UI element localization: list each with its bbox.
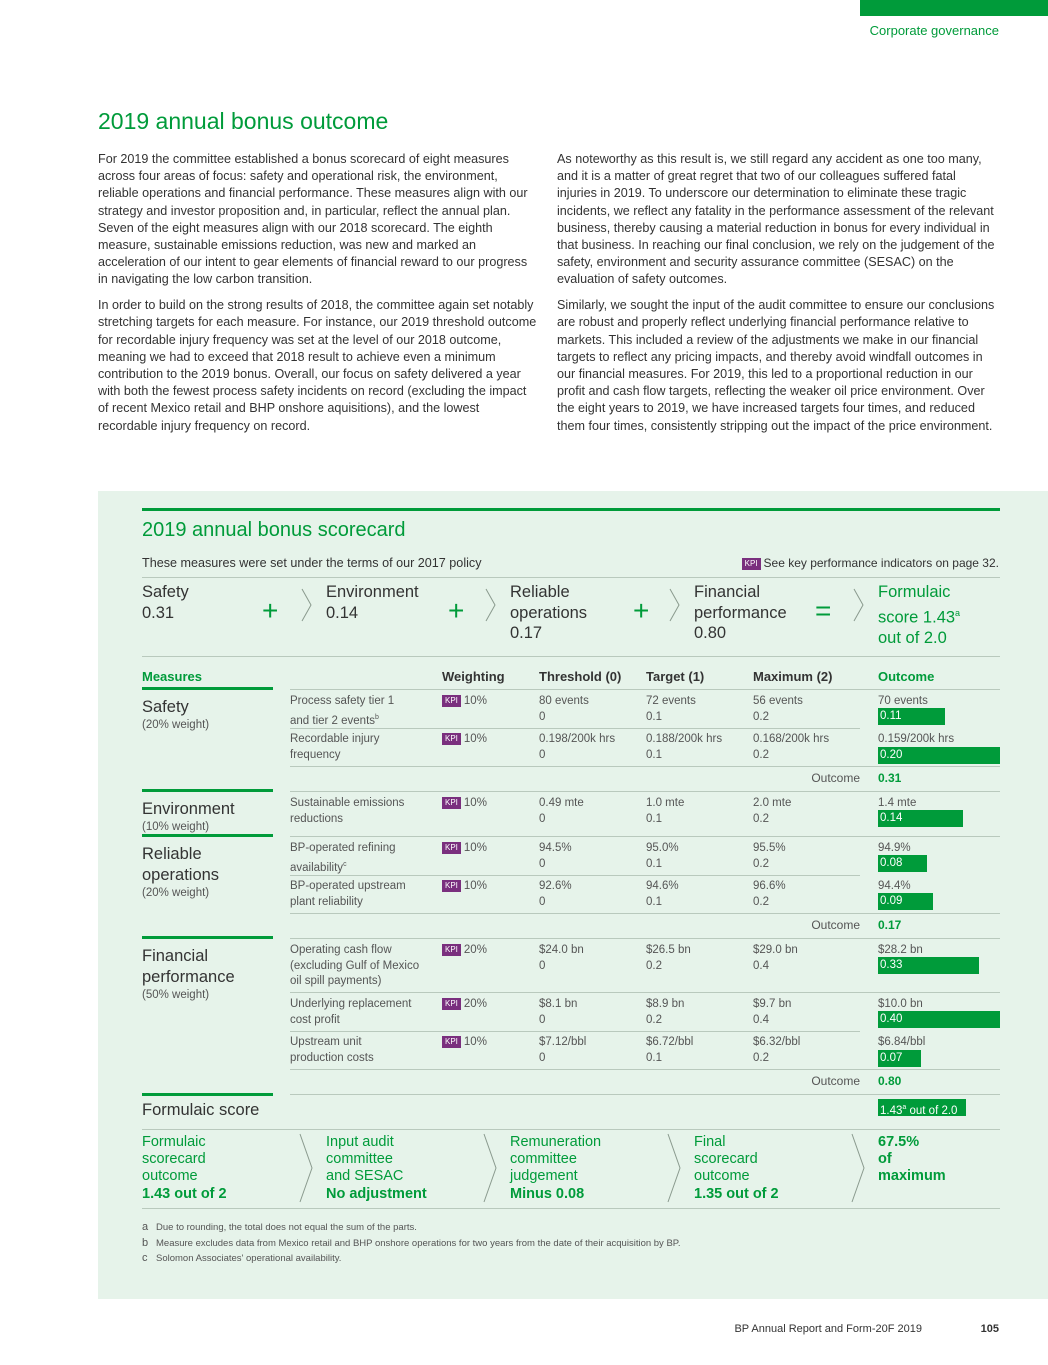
- weight-value: 10%: [463, 1036, 487, 1048]
- col-header-target: Target (1): [646, 669, 705, 684]
- category-name: Financial: [142, 947, 209, 965]
- summary-label: performance: [694, 603, 787, 622]
- flow-line: Input audit: [326, 1134, 394, 1150]
- footnote: [142, 1252, 341, 1264]
- divider: [290, 875, 860, 876]
- paragraph: For 2019 the committee established a bonus scorecard of eight measures across four areas of focus: safety and operational risk, the environment, reliable operations and financial performance. These measures align with our strategy and investor proposition and, in particular, reflect the annual plan. Seven of the eight measures align with our 2018 scorecard. The eighth measure, sustainable emissions reduction, was new and marked an acceleration of our intent to gear elements of financial reward to our progress in navigating the low carbon transition.: [98, 152, 528, 287]
- flow-line: scorecard: [694, 1151, 758, 1168]
- footnote: [142, 1237, 681, 1249]
- summary-label: Environment: [326, 583, 419, 601]
- divider: [290, 1094, 1000, 1095]
- divider: [142, 1208, 1000, 1209]
- category-name: Safety: [142, 698, 189, 716]
- flow-line: maximum: [878, 1168, 946, 1185]
- measure-line: BP-operated refining: [290, 842, 396, 854]
- summary-formulaic: [878, 582, 960, 648]
- summary-label: Reliable: [510, 583, 570, 601]
- outcome-value: $6.84/bbl: [878, 1036, 926, 1048]
- maximum-score: 0.4: [753, 1013, 769, 1026]
- outcome-score-bar: 0.20: [878, 747, 1000, 764]
- scorecard-subtitle: These measures were set under the terms of our 2017 policy: [142, 556, 482, 570]
- scorecard-title: 2019 annual bonus scorecard: [142, 519, 406, 541]
- threshold-score: 0: [539, 1013, 546, 1026]
- measure-line: Process safety tier 1: [290, 695, 395, 707]
- measure-line: [290, 857, 395, 876]
- threshold-value: 0.49 mte: [539, 797, 584, 809]
- measure-name: [290, 879, 406, 910]
- measure-line: cost profit: [290, 1013, 340, 1026]
- category-financial: [142, 946, 235, 1002]
- maximum-score: 0.2: [753, 748, 769, 761]
- target-score: 0.1: [646, 895, 662, 908]
- maximum-score: 0.2: [753, 1051, 769, 1064]
- divider: [142, 656, 1000, 657]
- section-label: Corporate governance: [869, 23, 999, 38]
- page-title: 2019 annual bonus outcome: [98, 108, 389, 134]
- category-weight: (10% weight): [142, 821, 210, 833]
- flow-step-percent: [878, 1134, 946, 1186]
- measure-line: plant reliability: [290, 895, 363, 908]
- paragraph: Similarly, we sought the input of the audit committee to ensure our conclusions are robust and properly reflect underlying financial performance relative to markets. This included a review of the adjustments we make in our financial targets to reflect any pricing impacts, and thereby avoid windfall outcomes in our financial measures. For 2019, this led to a proportional reduction in our profit and cash flow targets, reflecting the weaker oil price environment. Over the eight years to 2019, we have increased targets four times, and reduced them four times, consistently stripping out the impact of the price environment.: [557, 298, 995, 433]
- weighting: [442, 841, 487, 857]
- weighting: [442, 732, 487, 748]
- measure-line: Sustainable emissions: [290, 797, 405, 809]
- summary-label: operations: [510, 603, 588, 622]
- measure-name: [290, 943, 419, 990]
- measure-name: [290, 841, 395, 876]
- footnote-key: a: [142, 1221, 149, 1233]
- maximum-score: 0.2: [753, 895, 769, 908]
- outcome-score-bar: 0.09: [878, 893, 933, 910]
- category-weight: (20% weight): [142, 887, 210, 899]
- maximum-value: $29.0 bn: [753, 944, 798, 956]
- target: [646, 997, 684, 1028]
- outcome-score-bar: 0.40: [878, 1011, 1000, 1028]
- target-value: $26.5 bn: [646, 944, 691, 956]
- weight-value: 20%: [463, 998, 487, 1010]
- divider: [290, 836, 1000, 837]
- divider: [290, 1031, 860, 1032]
- measure-line: production costs: [290, 1051, 374, 1064]
- weighting: [442, 1035, 487, 1051]
- threshold-value: 0.198/200k hrs: [539, 733, 616, 745]
- weight-value: 10%: [463, 797, 487, 809]
- maximum-score: 0.2: [753, 812, 769, 825]
- category-rule: [142, 936, 273, 939]
- summary-financial: [694, 582, 787, 644]
- maximum: [753, 796, 791, 827]
- maximum-value: 2.0 mte: [753, 797, 792, 809]
- intro-column-left: [98, 151, 538, 443]
- threshold: [539, 1035, 586, 1066]
- col-header-weighting: Weighting: [442, 669, 505, 684]
- kpi-note: [742, 556, 999, 570]
- maximum-score: 0.2: [753, 857, 769, 870]
- formulaic-score-label: Formulaic score: [142, 1101, 260, 1119]
- footnote-ref: a: [955, 607, 961, 618]
- col-header-outcome: Outcome: [878, 669, 935, 684]
- target: [646, 694, 696, 725]
- measure-line: Recordable injury: [290, 733, 380, 745]
- measure-line: frequency: [290, 748, 341, 761]
- kpi-badge: KPI: [442, 797, 461, 809]
- target-value: $8.9 bn: [646, 998, 685, 1010]
- maximum-value: 95.5%: [753, 842, 786, 854]
- summary-label: Safety: [142, 583, 189, 601]
- weight-value: 20%: [463, 944, 487, 956]
- footer-title: BP Annual Report and Form-20F 2019: [734, 1323, 922, 1335]
- category-weight: (20% weight): [142, 719, 210, 731]
- maximum: [753, 1035, 800, 1066]
- weight-value: 10%: [463, 880, 487, 892]
- flow-line: scorecard: [142, 1151, 206, 1168]
- financial-outcome: 0.80: [878, 1074, 902, 1088]
- flow-line: of: [878, 1151, 892, 1168]
- target: [646, 943, 691, 974]
- threshold: [539, 732, 615, 763]
- category-rule: [142, 789, 273, 792]
- outcome-value: 70 events: [878, 695, 928, 707]
- page-number: 105: [980, 1323, 999, 1335]
- target-score: 0.1: [646, 1051, 662, 1064]
- reliable-outcome: 0.17: [878, 918, 902, 932]
- maximum: [753, 732, 829, 763]
- category-rule: [142, 1093, 273, 1096]
- threshold-score: 0: [539, 895, 546, 908]
- threshold: [539, 796, 584, 827]
- flow-line: outcome: [142, 1168, 198, 1185]
- divider: [290, 1069, 1000, 1070]
- summary-value: 0.17: [510, 624, 543, 642]
- kpi-badge: KPI: [442, 842, 461, 854]
- category-environment: [142, 799, 235, 834]
- threshold-value: 80 events: [539, 695, 589, 707]
- category-name: performance: [142, 968, 235, 986]
- category-safety: [142, 697, 209, 732]
- measure-text: and tier 2 events: [290, 714, 376, 727]
- kpi-badge: KPI: [742, 558, 761, 570]
- divider: [290, 689, 1000, 690]
- flow-step-final: [694, 1134, 779, 1203]
- threshold: [539, 841, 572, 872]
- summary-label: [878, 603, 960, 628]
- kpi-note-text: See key performance indicators on page 32.: [763, 556, 999, 570]
- target-score: 0.2: [646, 1013, 662, 1026]
- target-score: 0.1: [646, 710, 662, 723]
- category-name: Environment: [142, 800, 235, 818]
- outcome-value: 94.9%: [878, 842, 911, 854]
- chevron-right-icon: [851, 1133, 865, 1203]
- target: [646, 796, 684, 827]
- flow-line: outcome: [694, 1168, 750, 1185]
- weight-value: 10%: [463, 733, 487, 745]
- paragraph: In order to build on the strong results of 2018, the committee again set notably stretching targets for each measure. For instance, our 2019 threshold outcome for recordable injury frequency was set at the level of our 2018 outcome, meaning we had to exceed that 2018 result to achieve even a minimum contribution to the 2019 bonus. Overall, our focus on safety delivered a year with both the fewest process safety incidents on record (excluding the impact of recent Mexico retail and BHP onshore aquisitions), and the lowest recordable injury frequency on record.: [98, 298, 537, 433]
- intro-column-right: [557, 151, 997, 443]
- weighting: [442, 997, 487, 1013]
- target-value: 94.6%: [646, 880, 679, 892]
- col-header-measures: Measures: [142, 669, 202, 684]
- outcome-score-bar: 0.33: [878, 957, 979, 974]
- flow-line: Remuneration: [510, 1134, 602, 1150]
- maximum: [753, 943, 798, 974]
- flow-result: 1.43 out of 2: [142, 1185, 227, 1202]
- threshold-value: $8.1 bn: [539, 998, 578, 1010]
- paragraph: As noteworthy as this result is, we still regard any accident as one too many, and it is a matter of great regret that two of our colleagues suffered fatal injuries in 2019. To underscore our determination to eliminate these tragic incidents, we reflect any fatality in the performance assessment of the relevant business, thereby causing a material reduction in bonus for every individual in that business. In reaching our final conclusion, we rely on the judgement of the safety, environment and security assurance committee (SESAC) on the evaluation of safety outcomes.: [557, 152, 995, 287]
- formulaic-suffix: out of 2.0: [906, 1104, 958, 1117]
- kpi-badge: KPI: [442, 880, 461, 892]
- weighting: [442, 943, 487, 959]
- divider: [290, 766, 1000, 767]
- maximum-value: 56 events: [753, 695, 803, 707]
- summary-value: 0.14: [326, 603, 359, 622]
- outcome-score-bar: 0.11: [878, 708, 945, 725]
- maximum: [753, 694, 803, 725]
- weight-value: 10%: [463, 695, 487, 707]
- threshold-value: $7.12/bbl: [539, 1036, 587, 1048]
- target: [646, 732, 722, 763]
- kpi-badge: KPI: [442, 1036, 461, 1048]
- measure-line: Underlying replacement: [290, 998, 412, 1010]
- summary-reliable: [510, 582, 587, 644]
- outcome-value: 94.4%: [878, 880, 911, 892]
- plus-icon: +: [448, 595, 465, 626]
- outcome-score-bar: 0.14: [878, 810, 963, 827]
- summary-safety: [142, 582, 189, 623]
- divider: [290, 728, 860, 729]
- chevron-right-icon: [667, 1133, 681, 1203]
- outcome-label: Outcome: [811, 771, 860, 785]
- flow-line: Formulaic: [142, 1134, 206, 1150]
- divider: [290, 791, 1000, 792]
- flow-line: and SESAC: [326, 1168, 404, 1185]
- category-weight: (50% weight): [142, 989, 210, 1001]
- outcome-label: Outcome: [811, 1074, 860, 1088]
- measure-line: Upstream unit: [290, 1036, 362, 1048]
- threshold-score: 0: [539, 959, 546, 972]
- category-name: Reliable: [142, 845, 202, 863]
- outcome-value: $28.2 bn: [878, 944, 923, 956]
- measure-name: [290, 796, 404, 827]
- formulaic-score-badge: [878, 1099, 966, 1116]
- threshold-value: 94.5%: [539, 842, 572, 854]
- flow-result: 1.35 out of 2: [694, 1185, 779, 1202]
- flow-result: Minus 0.08: [510, 1185, 585, 1202]
- threshold-value: $24.0 bn: [539, 944, 584, 956]
- threshold-score: 0: [539, 748, 546, 761]
- measure-line: (excluding Gulf of Mexico: [290, 959, 420, 972]
- footnote-text: Measure excludes data from Mexico retail and BHP onshore operations for two years from the date of their acquisition by BP.: [156, 1238, 681, 1249]
- target-score: 0.1: [646, 857, 662, 870]
- summary-value: 0.80: [694, 624, 727, 642]
- target-value: 1.0 mte: [646, 797, 685, 809]
- threshold: [539, 879, 572, 910]
- target: [646, 841, 679, 872]
- threshold-value: 92.6%: [539, 880, 572, 892]
- measure-line: oil spill payments): [290, 975, 382, 987]
- divider: [290, 913, 1000, 914]
- divider: [142, 1129, 1000, 1130]
- flow-line: Final: [694, 1134, 726, 1150]
- footnote-text: Due to rounding, the total does not equal the sum of the parts.: [156, 1222, 417, 1233]
- threshold-score: 0: [539, 857, 546, 870]
- outcome-score-bar: 0.07: [878, 1050, 921, 1067]
- chevron-right-icon: [669, 588, 680, 622]
- kpi-badge: KPI: [442, 944, 461, 956]
- maximum-score: 0.4: [753, 959, 769, 972]
- footnote: [142, 1221, 417, 1233]
- threshold: [539, 997, 577, 1028]
- footnote-ref: b: [375, 713, 379, 721]
- flow-result: No adjustment: [326, 1185, 427, 1202]
- measure-name: [290, 732, 380, 763]
- footnote-ref: c: [343, 860, 347, 868]
- maximum-value: $6.32/bbl: [753, 1036, 801, 1048]
- maximum: [753, 879, 786, 910]
- outcome-value: $10.0 bn: [878, 998, 923, 1010]
- chevron-right-icon: [483, 1133, 497, 1203]
- measure-name: [290, 694, 394, 729]
- kpi-badge: KPI: [442, 733, 461, 745]
- weighting: [442, 796, 487, 812]
- target-value: $6.72/bbl: [646, 1036, 694, 1048]
- measure-line: reductions: [290, 812, 344, 825]
- target: [646, 879, 679, 910]
- equals-icon: =: [815, 595, 832, 626]
- maximum-score: 0.2: [753, 710, 769, 723]
- kpi-badge: KPI: [442, 998, 461, 1010]
- flow-step-formulaic: [142, 1134, 227, 1203]
- divider: [290, 992, 1000, 993]
- measure-name: [290, 1035, 374, 1066]
- target-score: 0.2: [646, 959, 662, 972]
- flow-step-remuneration: [510, 1134, 601, 1203]
- formulaic-value: 1.43: [880, 1104, 903, 1117]
- threshold-score: 0: [539, 812, 546, 825]
- safety-outcome: 0.31: [878, 771, 902, 785]
- threshold-score: 0: [539, 1051, 546, 1064]
- outcome-label: Outcome: [811, 918, 860, 932]
- flow-step-audit: [326, 1134, 427, 1203]
- threshold-score: 0: [539, 710, 546, 723]
- category-rule: [142, 834, 273, 837]
- plus-icon: +: [262, 595, 279, 626]
- formulaic-score-text: score 1.43: [878, 608, 956, 626]
- flow-line: judgement: [510, 1168, 578, 1185]
- outcome-score-bar: 0.08: [878, 855, 927, 872]
- col-header-threshold: Threshold (0): [539, 669, 622, 684]
- footnote-ref: a: [902, 1104, 907, 1111]
- summary-label: out of 2.0: [878, 628, 947, 647]
- flow-line: 67.5%: [878, 1134, 920, 1150]
- category-reliable: [142, 844, 219, 900]
- footnote-key: b: [142, 1237, 149, 1249]
- threshold: [539, 943, 584, 974]
- category-rule: [142, 687, 273, 690]
- chevron-right-icon: [485, 588, 496, 622]
- outcome-value: 0.159/200k hrs: [878, 733, 955, 745]
- measure-line: [290, 710, 394, 729]
- col-header-maximum: Maximum (2): [753, 669, 833, 684]
- flow-line: committee: [510, 1151, 577, 1168]
- summary-environment: [326, 582, 419, 623]
- maximum: [753, 841, 786, 872]
- target-score: 0.1: [646, 748, 662, 761]
- plus-icon: +: [633, 595, 650, 626]
- footnote-text: Solomon Associates' operational availability.: [156, 1253, 342, 1264]
- target-value: 0.188/200k hrs: [646, 733, 723, 745]
- target-value: 72 events: [646, 695, 696, 707]
- summary-label: Formulaic: [878, 583, 951, 601]
- maximum-value: $9.7 bn: [753, 998, 792, 1010]
- chevron-right-icon: [853, 588, 864, 622]
- threshold: [539, 694, 589, 725]
- measure-name: [290, 997, 411, 1028]
- maximum: [753, 997, 791, 1028]
- chevron-right-icon: [299, 1133, 313, 1203]
- brand-bar: [860, 0, 1048, 16]
- divider: [290, 938, 1000, 939]
- weighting: [442, 694, 487, 710]
- weight-value: 10%: [463, 842, 487, 854]
- measure-line: BP-operated upstream: [290, 880, 406, 892]
- target-value: 95.0%: [646, 842, 679, 854]
- summary-value: 0.31: [142, 603, 175, 622]
- category-name: operations: [142, 866, 220, 884]
- weighting: [442, 879, 487, 895]
- footnote-key: c: [142, 1252, 148, 1264]
- target: [646, 1035, 693, 1066]
- scorecard-top-rule: [142, 508, 1000, 511]
- target-score: 0.1: [646, 812, 662, 825]
- divider: [142, 577, 1000, 578]
- summary-label: Financial: [694, 583, 761, 601]
- maximum-value: 0.168/200k hrs: [753, 733, 830, 745]
- flow-line: committee: [326, 1151, 393, 1168]
- measure-line: Operating cash flow: [290, 944, 392, 956]
- kpi-badge: KPI: [442, 695, 461, 707]
- maximum-value: 96.6%: [753, 880, 786, 892]
- chevron-right-icon: [301, 588, 312, 622]
- outcome-value: 1.4 mte: [878, 797, 917, 809]
- measure-text: availability: [290, 861, 344, 874]
